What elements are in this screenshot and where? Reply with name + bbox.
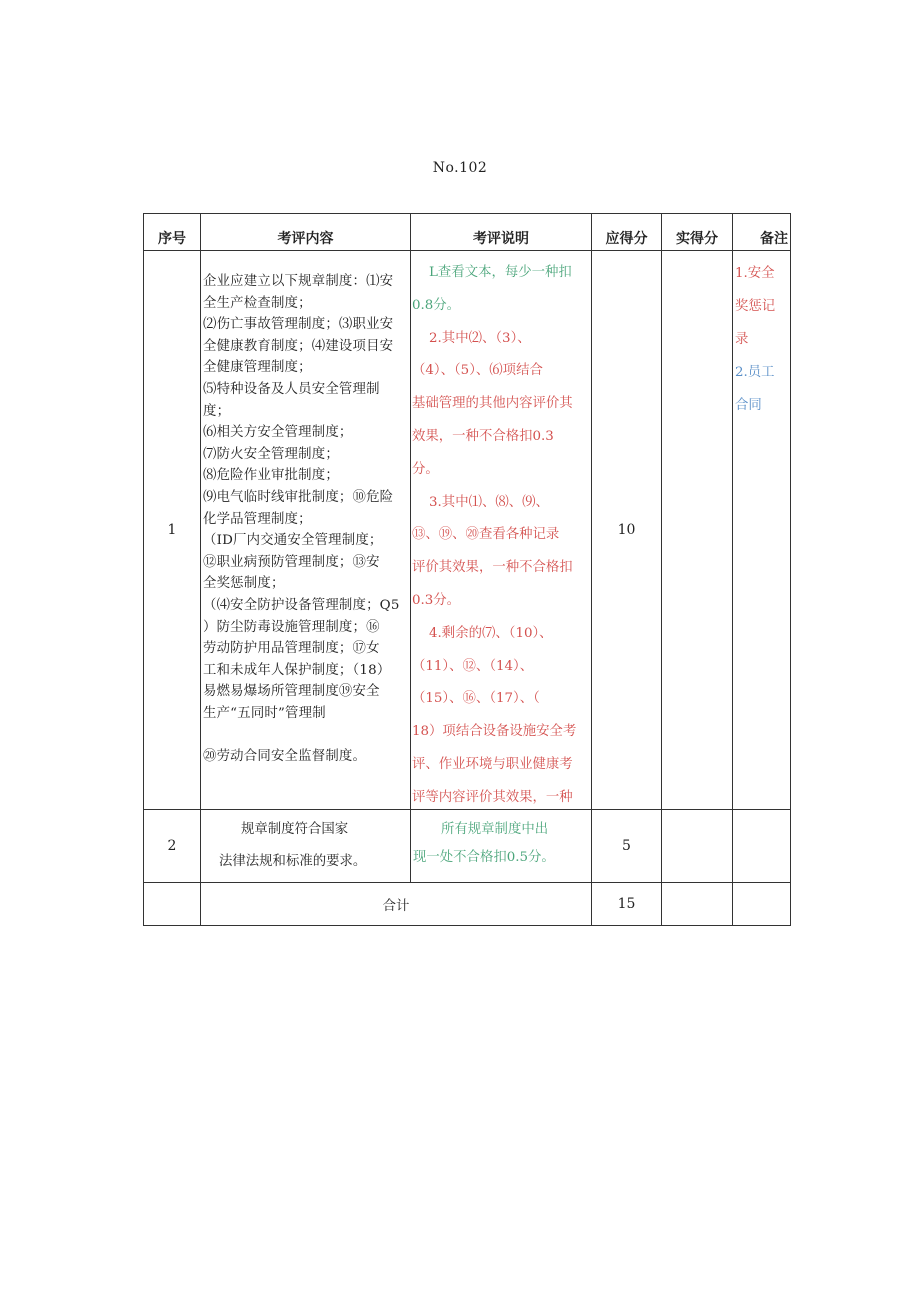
row-content	[201, 251, 411, 810]
content-line: ⑼电气临时线审批制度；⑩危险	[203, 489, 394, 505]
desc-line: 所有规章制度中出	[441, 822, 549, 837]
remark-line: 2.员工	[735, 365, 775, 380]
content-line: 企业应建立以下规章制度：⑴安	[203, 274, 394, 289]
evaluation-table	[143, 213, 791, 926]
desc-line: ⑬、⑲、⑳查看各种记录	[412, 527, 560, 543]
desc-line: L查看文本，每少一种扣	[412, 265, 572, 280]
desc-line: 分。	[412, 461, 439, 477]
desc-line: 评等内容评价其效果，一种	[412, 789, 573, 805]
row-should-score: 5	[592, 810, 662, 883]
content-line: 工和未成年人保护制度；（18）	[203, 662, 391, 678]
content-line: 规章制度符合国家	[241, 822, 349, 837]
row-desc	[411, 810, 592, 883]
desc-line: （15）、⑯、（17）、（	[412, 691, 540, 707]
desc-line: 18）项结合设备设施安全考	[412, 724, 577, 740]
content-line: 全健康教育制度；⑷建设项目安	[203, 338, 394, 354]
remark-line: 1.安全	[735, 266, 775, 281]
content-line: ⑻危险作业审批制度；	[203, 468, 339, 484]
desc-line: 基础管理的其他内容评价其	[412, 396, 573, 412]
total-actual-score[interactable]	[662, 883, 733, 926]
content-line: 生产“五同时”管理制	[203, 705, 326, 721]
header-row	[144, 214, 791, 251]
remark-lines	[735, 257, 790, 422]
content-line: ）防尘防毒设施管理制度；⑯	[203, 619, 380, 635]
header-actual-score: 实得分	[662, 214, 733, 251]
desc-line: 0.8分。	[412, 297, 461, 313]
header-content: 考评内容	[201, 214, 411, 251]
content-line: 法律法规和标准的要求。	[219, 854, 367, 869]
desc-line: 2.其中⑵、（3）、	[412, 330, 531, 346]
header-seq: 序号	[144, 214, 201, 251]
content-line: ⑫职业病预防管理制度；⑬安	[203, 554, 380, 570]
content-line: ⑸特种设备及人员安全管理制	[203, 381, 380, 397]
desc-lines	[412, 257, 589, 809]
content-line: ⑺防火安全管理制度；	[203, 446, 339, 462]
remark-line: 录	[735, 332, 749, 347]
desc-line: 评、作业环境与职业健康考	[412, 756, 573, 772]
row-actual-score[interactable]	[662, 810, 733, 883]
row-actual-score[interactable]	[662, 251, 733, 810]
content-line: （ID厂内交通安全管理制度；	[203, 533, 383, 549]
desc-line: 0.3分。	[412, 592, 461, 608]
content-line: 全生产检查制度；	[203, 295, 312, 311]
header-remark: 备注	[733, 214, 791, 251]
content-line: ⑳劳动合同安全监督制度。	[203, 749, 367, 765]
content-line: 劳动防护用品管理制度；⑰女	[203, 641, 380, 657]
desc-line: 3.其中⑴、⑻、⑼、	[412, 494, 549, 510]
desc-line: 效果，一种不合格扣0.3	[412, 428, 554, 444]
desc-line: 现一处不合格扣0.5分。	[413, 850, 555, 865]
desc-line: 4.剩余的⑺、（10）、	[412, 625, 553, 641]
table-row	[144, 810, 791, 883]
header-should-score: 应得分	[592, 214, 662, 251]
row-should-score: 10	[592, 251, 662, 810]
row-desc	[411, 251, 592, 810]
content-lines	[203, 271, 408, 768]
content-line: 度；	[203, 403, 231, 419]
content-line: （⑷安全防护设备管理制度；Q5	[203, 597, 400, 613]
desc-line: （11）、⑫、（14）、	[412, 658, 534, 674]
content-line: 化学品管理制度；	[203, 511, 312, 527]
content-line: 全奖惩制度；	[203, 576, 285, 592]
content-line: ⑵伤亡事故管理制度；⑶职业安	[203, 317, 394, 333]
total-seq-empty	[144, 883, 201, 926]
row-content	[201, 810, 411, 883]
content-line: ⑹相关方安全管理制度；	[203, 425, 353, 441]
total-label: 合计	[201, 883, 592, 926]
remark-line: 合同	[735, 398, 762, 413]
total-row	[144, 883, 791, 926]
row-seq: 2	[144, 810, 201, 883]
document-number: No.102	[432, 160, 488, 176]
header-desc: 考评说明	[411, 214, 592, 251]
table-row	[144, 251, 791, 810]
content-gap	[203, 724, 408, 746]
row-remark	[733, 810, 791, 883]
desc-line: 评价其效果，一种不合格扣	[412, 560, 573, 576]
desc-line: （4）、（5）、⑹项结合	[412, 363, 543, 379]
row-remark	[733, 251, 791, 810]
remark-line: 奖惩记	[735, 299, 776, 314]
content-line: 易燃易爆场所管理制度⑲安全	[203, 684, 380, 700]
row-seq: 1	[144, 251, 201, 810]
total-remark	[733, 883, 791, 926]
content-line: 全健康管理制度；	[203, 360, 312, 376]
total-should-score: 15	[592, 883, 662, 926]
